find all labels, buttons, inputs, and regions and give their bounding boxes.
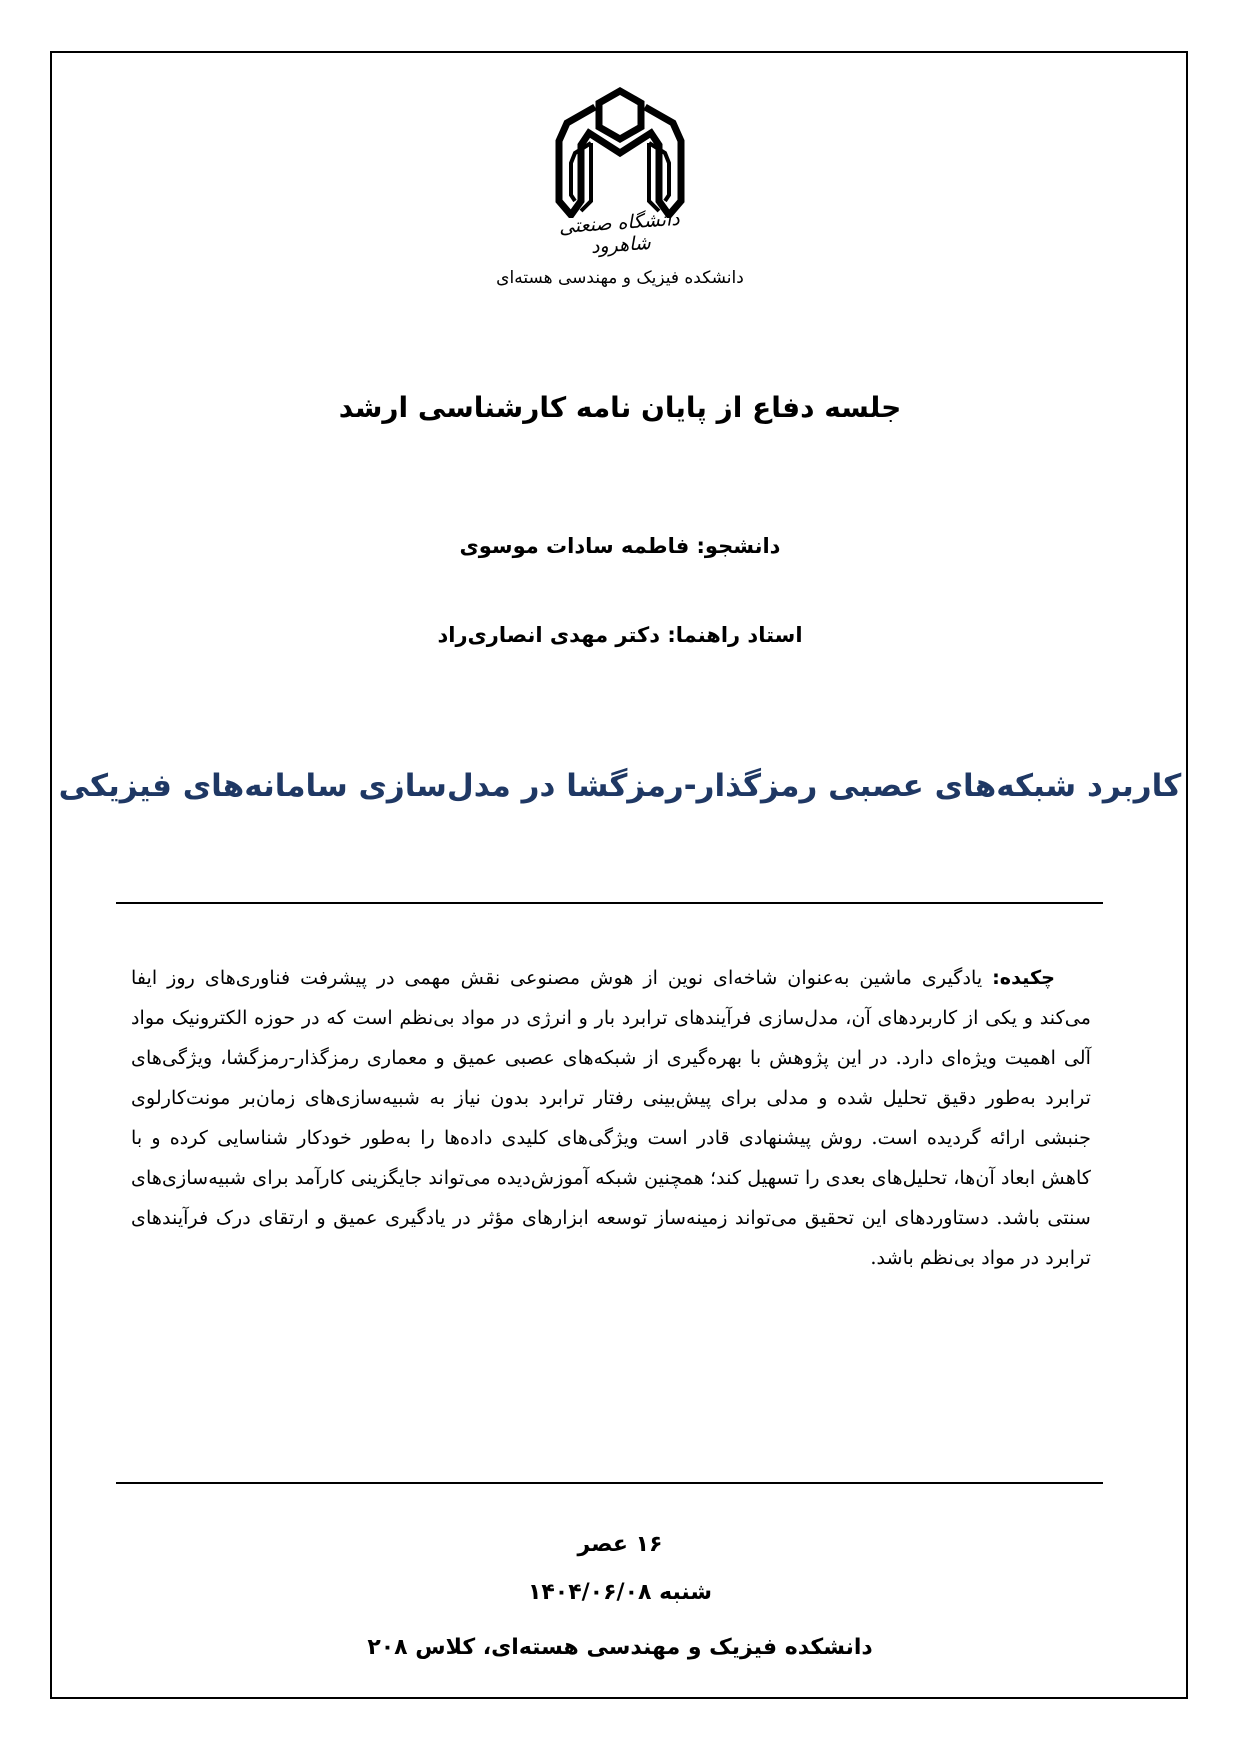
- divider-top: [116, 902, 1103, 904]
- supervisor-name: دکتر مهدی انصاری‌راد: [437, 623, 661, 647]
- university-arch-logo-icon: [555, 83, 685, 218]
- faculty-header: دانشکده فیزیک و مهندسی هسته‌ای: [496, 268, 744, 288]
- student-name: فاطمه سادات موسوی: [459, 534, 690, 558]
- student-line: [0, 534, 1240, 558]
- defense-venue: دانشکده فیزیک و مهندسی هسته‌ای، کلاس ۲۰۸: [367, 1635, 873, 1660]
- abstract-label: چکیده:: [992, 966, 1055, 989]
- student-label: دانشجو:: [696, 534, 781, 558]
- defense-time: ۱۶ عصر: [577, 1532, 663, 1557]
- thesis-title: کاربرد شبکه‌های عصبی رمزگذار-رمزگشا در مدل‌سازی سامانه‌های فیزیکی: [58, 768, 1182, 804]
- divider-bottom: [116, 1482, 1103, 1484]
- defense-session-title: جلسه دفاع از پایان نامه کارشناسی ارشد: [338, 391, 902, 424]
- defense-date: شنبه ۱۴۰۴/۰۶/۰۸: [527, 1580, 713, 1605]
- page-border: [50, 51, 1188, 1699]
- abstract-text: یادگیری ماشین به‌عنوان شاخه‌ای نوین از هوش مصنوعی نقش مهمی در پیشرفت فناوری‌های روز ایفا می‌کند و یکی از کاربردهای آن، مدل‌سازی فرآیندهای ترابرد بار و انرژی در مواد بی‌نظم است که در حوزه الکترونیک مواد آلی اهمیت ویژه‌ای دارد. در این پژوهش با بهره‌گیری از شبکه‌های عصبی عمیق و معماری رمزگذار-رمزگشا، ویژگی‌های ترابرد به‌طور دقیق تحلیل شده و مدلی برای پیش‌بینی رفتار ترابرد بدون نیاز به شبیه‌سازی‌های زمان‌بر مونت‌کارلوی جنبشی ارائه گردیده است. روش پیشنهادی قادر است ویژگی‌های کلیدی داده‌ها را به‌طور خودکار شناسایی کرده و با کاهش ابعاد آن‌ها، تحلیل‌های بعدی را تسهیل کند؛ همچنین شبکه آموزش‌دیده می‌تواند جایگزینی کارآمد برای شبیه‌سازی‌های سنتی باشد. دستاوردهای این تحقیق می‌تواند زمینه‌ساز توسعه ابزارهای مؤثر در یادگیری عمیق و ارتقای درک فرآیندهای ترابرد در مواد بی‌نظم باشد.: [131, 966, 1091, 1269]
- supervisor-label: استاد راهنما:: [667, 623, 803, 647]
- university-name-calligraphy: دانشگاه صنعتی شاهرود: [558, 207, 681, 259]
- supervisor-line: [0, 623, 1240, 647]
- abstract-paragraph: [131, 958, 1091, 1278]
